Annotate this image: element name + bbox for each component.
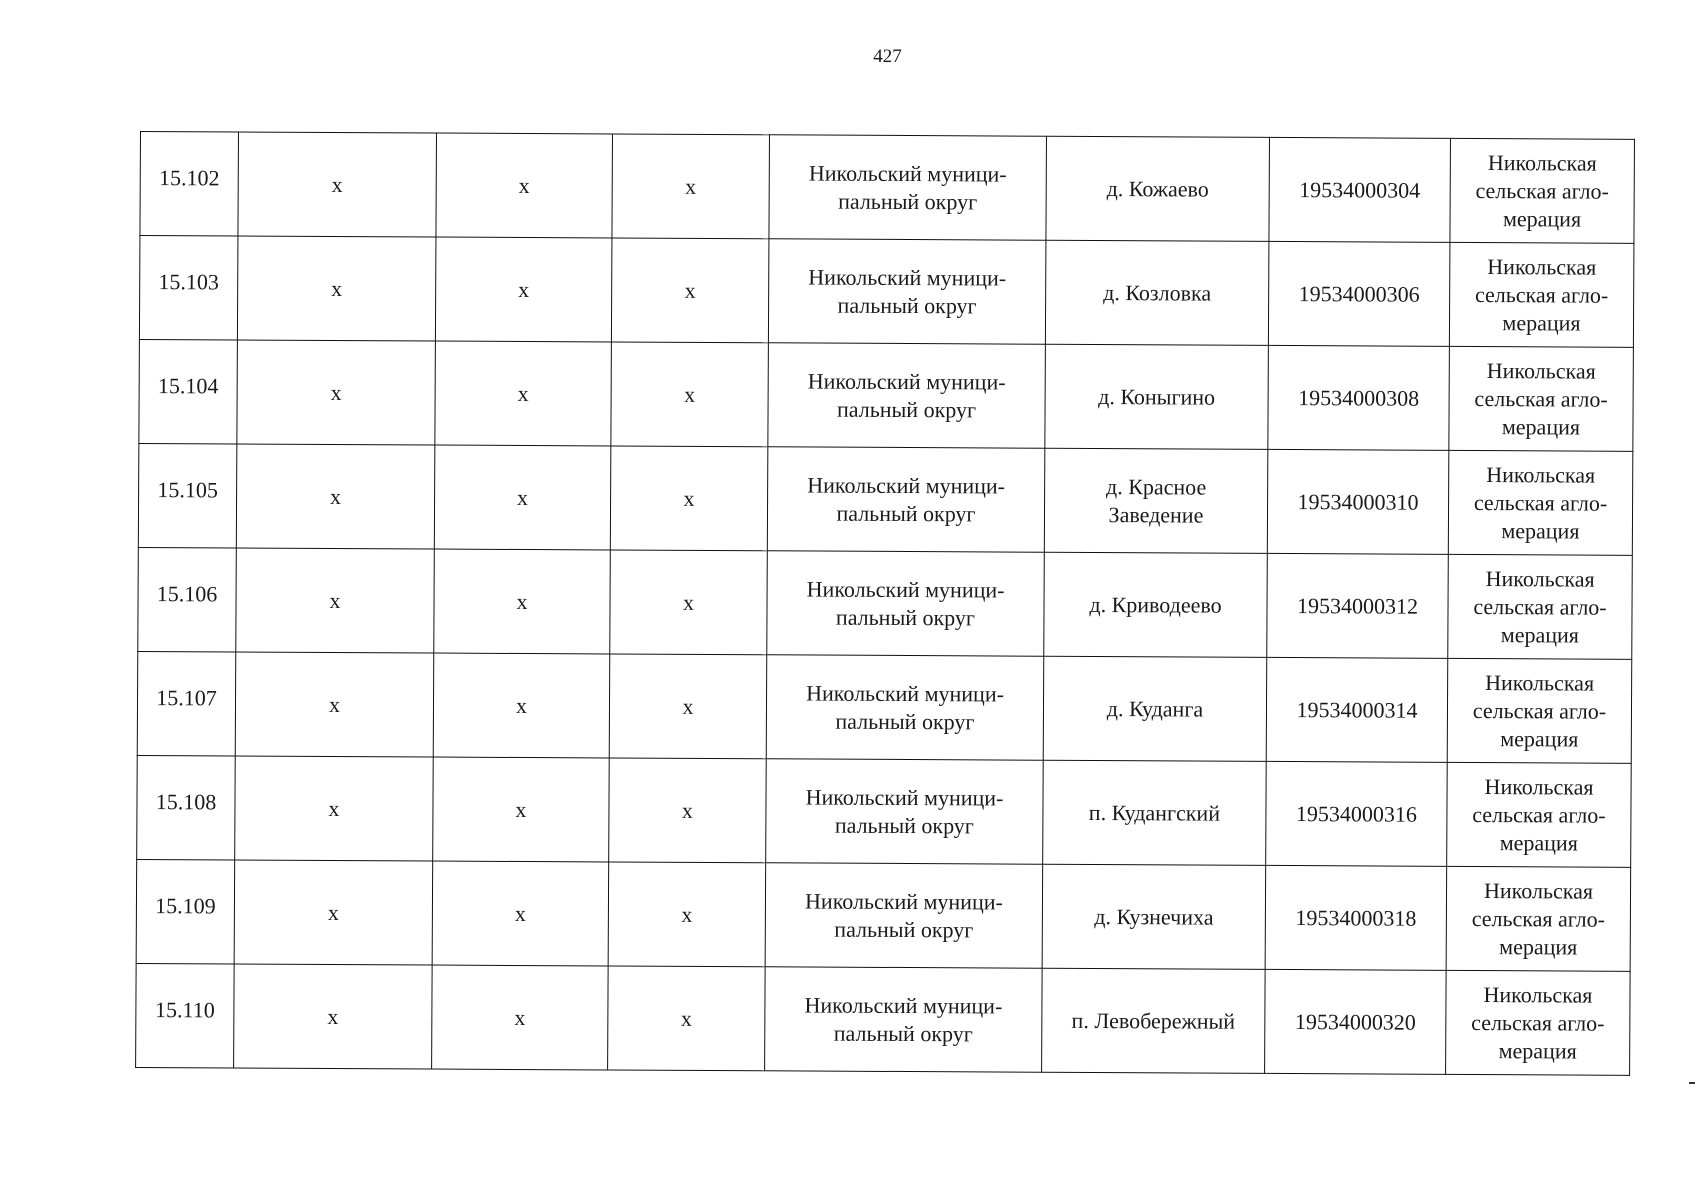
- row-number-cell: 15.110: [136, 963, 235, 1068]
- district-cell-line: пальный округ: [837, 292, 977, 318]
- x-mark-cell: x: [237, 236, 436, 341]
- row-number-cell: 15.109: [136, 859, 235, 964]
- x-mark-cell: x: [432, 965, 609, 1070]
- agglomeration-cell-line: сельская агло-: [1475, 177, 1609, 204]
- table-row: [137, 651, 1632, 763]
- agglomeration-cell-line: мерация: [1502, 205, 1582, 232]
- x-mark-cell: x: [611, 238, 769, 343]
- x-mark-cell: x: [432, 861, 609, 966]
- settlement-cell: [1042, 968, 1266, 1073]
- agglomeration-cell: [1446, 866, 1631, 971]
- district-cell-line: пальный округ: [836, 396, 977, 422]
- settlement-cell-line: д. Козловка: [1103, 279, 1212, 306]
- x-mark-cell: x: [435, 341, 612, 446]
- settlement-cell: [1043, 656, 1267, 761]
- agglomeration-cell-line: Никольская: [1483, 877, 1594, 904]
- page-number: 427: [873, 46, 902, 67]
- settlement-cell: [1043, 760, 1267, 865]
- district-cell: [767, 447, 1045, 552]
- x-mark-cell: x: [236, 548, 435, 653]
- settlement-cell-line: д. Красное: [1105, 473, 1207, 500]
- district-cell: [768, 239, 1046, 344]
- district-cell-line: пальный округ: [834, 916, 974, 942]
- agglomeration-cell-line: мерация: [1501, 413, 1581, 440]
- settlement-cell: [1044, 448, 1268, 553]
- settlement-cell: [1044, 552, 1268, 657]
- agglomeration-cell: [1447, 658, 1632, 763]
- agglomeration-cell-line: сельская агло-: [1471, 905, 1606, 932]
- agglomeration-cell-line: мерация: [1499, 933, 1578, 960]
- agglomeration-cell-line: мерация: [1499, 829, 1578, 856]
- agglomeration-cell-line: сельская агло-: [1472, 697, 1607, 724]
- district-cell: [768, 343, 1046, 448]
- code-cell: 19534000312: [1267, 553, 1449, 658]
- table-row: [139, 236, 1634, 348]
- x-mark-cell: x: [608, 862, 766, 967]
- x-mark-cell: x: [608, 966, 766, 1071]
- x-mark-cell: x: [610, 446, 768, 551]
- agglomeration-cell: [1449, 346, 1634, 451]
- district-cell-line: пальный округ: [834, 812, 974, 838]
- row-number-cell: 15.107: [137, 651, 236, 756]
- district-cell-line: пальный округ: [835, 708, 975, 734]
- district-cell-line: пальный округ: [838, 188, 978, 214]
- x-mark-cell: x: [434, 445, 611, 550]
- code-cell: 19534000320: [1265, 969, 1447, 1074]
- table-body: [136, 132, 1635, 1076]
- row-number-cell: 15.102: [140, 132, 239, 237]
- district-cell-line: Никольский муници-: [807, 368, 1006, 395]
- code-cell: 19534000316: [1266, 761, 1448, 866]
- district-cell-line: пальный округ: [836, 500, 976, 526]
- agglomeration-cell-line: мерация: [1498, 1037, 1577, 1064]
- table-row: [140, 132, 1635, 244]
- district-cell-line: Никольский муници-: [805, 887, 1003, 915]
- code-cell: 19534000308: [1268, 345, 1450, 450]
- agglomeration-cell: [1449, 242, 1634, 347]
- table-row: [136, 859, 1631, 971]
- agglomeration-cell-line: сельская агло-: [1472, 801, 1606, 828]
- settlements-table: [135, 131, 1635, 1076]
- district-cell: [765, 863, 1043, 968]
- agglomeration-cell-line: Никольская: [1486, 357, 1596, 384]
- agglomeration-cell: [1447, 762, 1632, 867]
- settlement-cell-line: д. Криводеево: [1089, 591, 1222, 618]
- document-table-wrapper: [135, 131, 1634, 1076]
- agglomeration-cell-line: мерация: [1502, 309, 1581, 336]
- agglomeration-cell-line: сельская агло-: [1473, 593, 1607, 620]
- settlement-cell-line: д. Куданга: [1106, 695, 1204, 722]
- agglomeration-cell: [1450, 138, 1635, 243]
- agglomeration-cell-line: Никольская: [1487, 253, 1597, 280]
- x-mark-cell: x: [612, 134, 770, 239]
- agglomeration-cell-line: мерация: [1501, 517, 1580, 544]
- agglomeration-cell: [1448, 450, 1633, 555]
- settlement-cell: [1045, 240, 1269, 345]
- row-number-cell: 15.104: [139, 339, 238, 444]
- district-cell: [767, 551, 1045, 656]
- district-cell: [766, 655, 1044, 760]
- agglomeration-cell-line: Никольская: [1483, 981, 1593, 1008]
- x-mark-cell: x: [611, 342, 769, 447]
- x-mark-cell: x: [235, 756, 434, 861]
- settlement-cell: [1045, 344, 1269, 449]
- x-mark-cell: x: [434, 549, 611, 654]
- x-mark-cell: x: [238, 132, 437, 237]
- agglomeration-cell-line: Никольская: [1485, 669, 1595, 696]
- table-row: [139, 339, 1634, 451]
- agglomeration-cell-line: Никольская: [1484, 773, 1594, 800]
- district-cell-line: Никольский муници-: [808, 264, 1007, 291]
- district-cell: [766, 759, 1044, 864]
- table-row: [138, 547, 1633, 659]
- agglomeration-cell-line: Никольская: [1486, 461, 1596, 488]
- code-cell: 19534000314: [1266, 657, 1448, 762]
- x-mark-cell: x: [433, 757, 610, 862]
- district-cell-line: пальный округ: [833, 1020, 973, 1046]
- x-mark-cell: x: [435, 237, 612, 342]
- table-row: [137, 755, 1632, 867]
- settlement-cell-line: д. Коныгино: [1098, 383, 1216, 410]
- row-number-cell: 15.106: [138, 547, 237, 652]
- district-cell-line: Никольский муници-: [804, 991, 1003, 1019]
- agglomeration-cell-line: сельская агло-: [1473, 489, 1608, 516]
- table-row: [138, 443, 1633, 555]
- x-mark-cell: x: [237, 340, 436, 445]
- district-cell-line: пальный округ: [835, 604, 976, 630]
- agglomeration-cell-line: сельская агло-: [1474, 281, 1609, 308]
- x-mark-cell: x: [609, 758, 767, 863]
- settlement-cell-line: Заведение: [1108, 501, 1204, 528]
- x-mark-cell: x: [610, 550, 768, 655]
- district-cell-line: Никольский муници-: [806, 679, 1005, 707]
- district-cell-line: Никольский муници-: [808, 160, 1007, 187]
- table-row: [136, 963, 1631, 1075]
- agglomeration-cell: [1446, 970, 1631, 1075]
- settlement-cell: [1042, 864, 1266, 969]
- margin-mark: [1689, 1082, 1695, 1084]
- row-number-cell: 15.103: [139, 236, 238, 341]
- settlement-cell-line: п. Кудангский: [1088, 799, 1221, 826]
- code-cell: 19534000318: [1265, 865, 1447, 970]
- district-cell-line: Никольский муници-: [807, 471, 1006, 499]
- code-cell: 19534000310: [1267, 449, 1449, 554]
- agglomeration-cell-line: сельская агло-: [1474, 385, 1608, 412]
- x-mark-cell: x: [236, 444, 435, 549]
- agglomeration-cell-line: сельская агло-: [1471, 1009, 1605, 1036]
- district-cell: [765, 967, 1043, 1072]
- x-mark-cell: x: [234, 964, 433, 1069]
- agglomeration-cell-line: мерация: [1500, 621, 1580, 648]
- x-mark-cell: x: [436, 133, 613, 238]
- district-cell-line: Никольский муници-: [805, 783, 1004, 811]
- code-cell: 19534000304: [1269, 137, 1451, 242]
- settlement-cell-line: п. Левобережный: [1071, 1007, 1236, 1034]
- district-cell: [769, 135, 1047, 240]
- district-cell-line: Никольский муници-: [806, 575, 1005, 603]
- row-number-cell: 15.105: [138, 443, 237, 548]
- agglomeration-cell-line: мерация: [1500, 725, 1579, 752]
- agglomeration-cell-line: Никольская: [1487, 149, 1597, 176]
- x-mark-cell: x: [234, 860, 433, 965]
- row-number-cell: 15.108: [137, 755, 236, 860]
- x-mark-cell: x: [609, 654, 767, 759]
- x-mark-cell: x: [235, 652, 434, 757]
- code-cell: 19534000306: [1268, 241, 1450, 346]
- agglomeration-cell-line: Никольская: [1485, 565, 1595, 592]
- settlement-cell-line: д. Кожаево: [1106, 175, 1209, 202]
- x-mark-cell: x: [433, 653, 610, 758]
- settlement-cell-line: д. Кузнечиха: [1094, 903, 1214, 930]
- settlement-cell: [1046, 136, 1270, 241]
- agglomeration-cell: [1448, 554, 1633, 659]
